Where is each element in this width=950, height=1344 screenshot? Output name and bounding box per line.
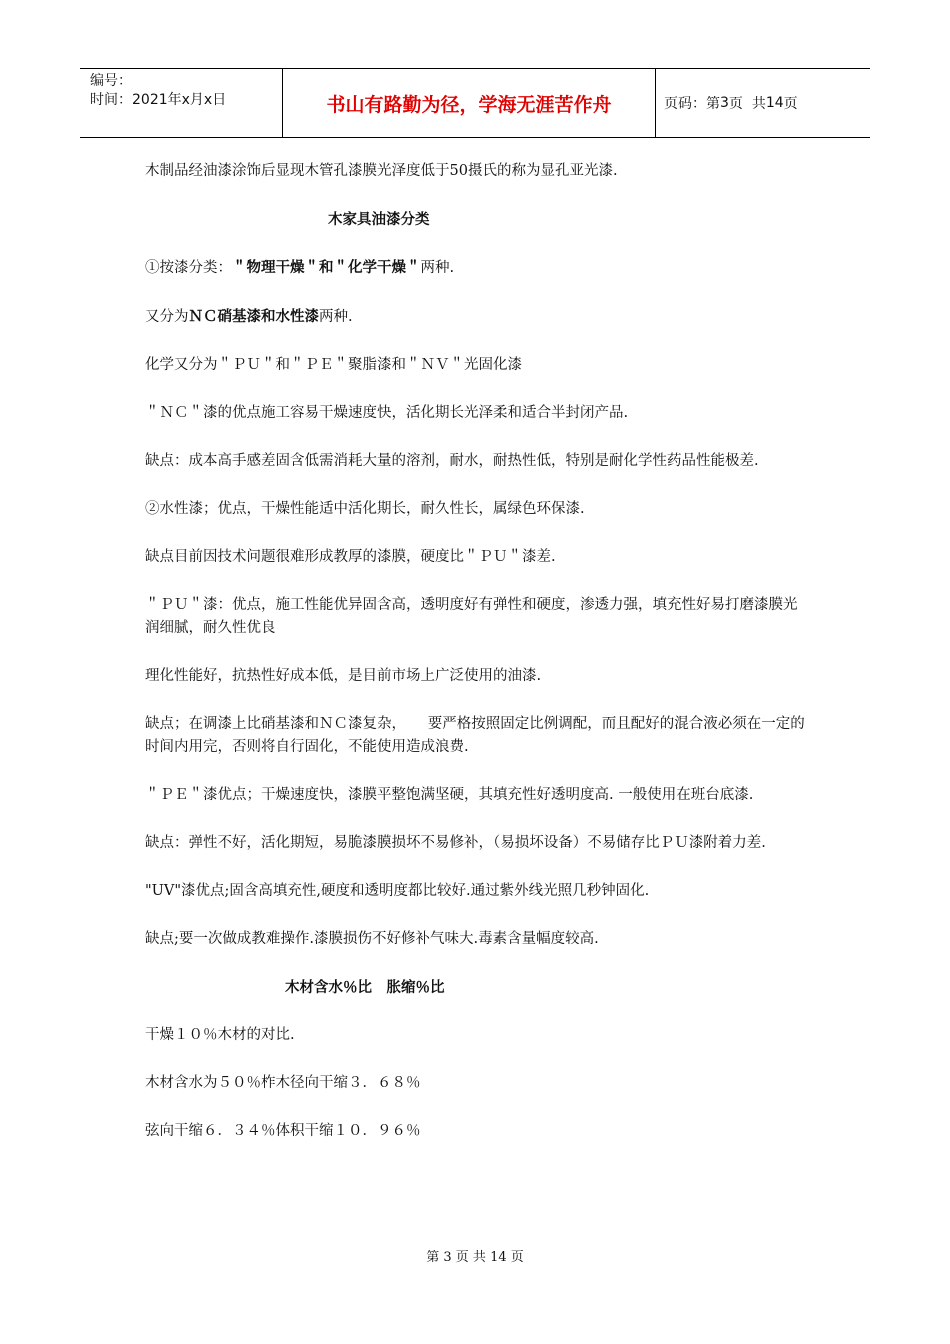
footer-prefix: 第 (426, 1250, 440, 1265)
paragraph (145, 305, 810, 329)
paragraph: 缺点目前因技术问题很难形成教厚的漆膜，硬度比＂ＰＵ＂漆差. (145, 549, 556, 565)
paragraph: 木材含水为５０％柞木径向干缩３．６８％ (145, 1075, 421, 1091)
paragraph: ＂ＮＣ＂漆的优点施工容易干燥速度快，活化期长光泽柔和适合半封闭产品. (145, 405, 629, 421)
paragraph: "UV"漆优点;固含高填充性,硬度和透明度都比较好.通过紫外线光照几秒钟固化. (145, 883, 650, 899)
paragraph: ＂ＰＥ＂漆优点；干燥速度快，漆膜平整饱满坚硬，其填充性好透明度高. 一般使用在班台底漆. (145, 787, 754, 803)
document-number-label: 编号： (90, 73, 132, 89)
paragraph: 理化性能好，抗热性好成本低，是目前市场上广泛使用的油漆. (145, 668, 542, 684)
header-motto: 书山有路勤为径，学海无涯苦作舟 (326, 93, 612, 116)
paragraph: 缺点；在调漆上比硝基漆和ＮＣ漆复杂， 要严格按照固定比例调配，而且配好的混合液必须在一定的时间内用完，否则将自行固化，不能使用造成浪费. (145, 716, 805, 755)
header-page-cell (656, 69, 870, 137)
paragraph-text: ①按漆分类： (145, 260, 232, 276)
section-heading: 木材含水％比 胀缩％比 (285, 979, 445, 996)
paragraph: ②水性漆；优点，干燥性能适中活化期长，耐久性长，属绿色环保漆. (145, 501, 585, 517)
paragraph: 干燥１０％木材的对比. (145, 1027, 295, 1043)
paragraph: 木制品经油漆涂饰后显现木管孔漆膜光泽度低于50摄氏的称为显孔亚光漆. (145, 163, 618, 179)
footer-suffix: 页 (510, 1250, 524, 1265)
header-motto-cell (282, 69, 656, 137)
paragraph: 缺点;要一次做成教难操作.漆膜损伤不好修补气味大.毒素含量幅度较高. (145, 931, 599, 947)
page-footer (0, 1246, 950, 1265)
paragraph-bold-text: ＮＣ硝基漆和水性漆 (188, 308, 319, 325)
paragraph-text: 两种. (420, 260, 455, 276)
footer-current-page: 3 (443, 1250, 452, 1265)
header-table (80, 68, 870, 138)
page-label-mid: 页 共 (728, 96, 766, 112)
footer-mid: 页 共 (455, 1250, 486, 1265)
paragraph-text: 两种. (319, 309, 353, 325)
paragraph-text: 又分为 (145, 309, 189, 325)
paragraph: 缺点：成本高手感差固含低需消耗大量的溶剂，耐水，耐热性低，特别是耐化学性药品性能极差. (145, 453, 759, 469)
section-heading: 木家具油漆分类 (328, 211, 430, 228)
document-time-label: 时间：2021年x月x日 (90, 92, 227, 108)
paragraph: 弦向干缩６．３４％体积干缩１０．９６％ (145, 1123, 421, 1139)
footer-total-pages: 14 (490, 1250, 507, 1265)
page-label-suffix: 页 (783, 96, 798, 112)
page-current-number: 3 (720, 95, 729, 111)
paragraph: ＂ＰＵ＂漆：优点，施工性能优异固含高，透明度好有弹性和硬度，渗透力强，填充性好易打磨漆膜光润细腻，耐久性优良 (145, 597, 798, 636)
paragraph: 缺点：弹性不好，活化期短，易脆漆膜损坏不易修补，（易损坏设备）不易储存比ＰＵ漆附着力差. (145, 835, 766, 851)
paragraph (145, 256, 810, 280)
paragraph-bold-text: ＂物理干燥＂和＂化学干燥＂ (232, 259, 421, 276)
document-body (145, 160, 810, 1168)
page-total-number: 14 (765, 95, 784, 111)
header-meta-cell (80, 69, 282, 137)
paragraph: 化学又分为＂ＰＵ＂和＂ＰＥ＂聚脂漆和＂ＮＶ＂光固化漆 (145, 357, 522, 373)
page-label-prefix: 页码：第 (664, 96, 720, 112)
